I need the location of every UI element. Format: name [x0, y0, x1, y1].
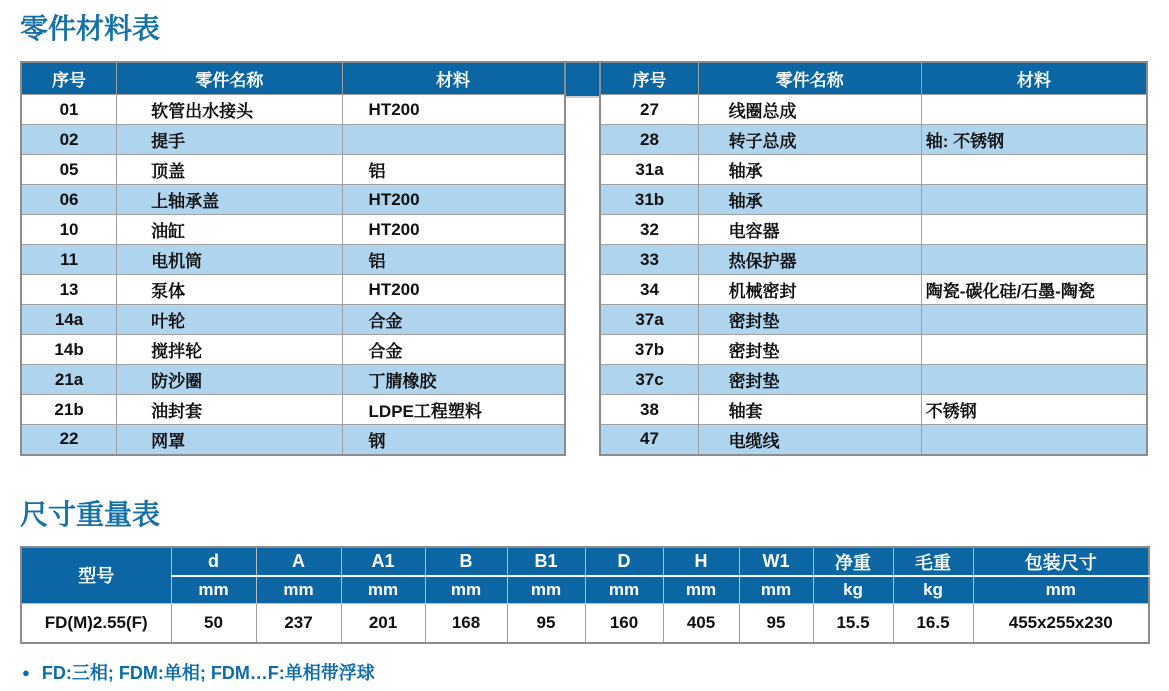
part-name-cell: 软管出水接头 [117, 95, 342, 125]
dimensions-table-title: 尺寸重量表 [20, 498, 161, 530]
unit-header: mm [585, 576, 663, 603]
dimension-value-cell: 50 [171, 603, 256, 643]
dimension-column-header: B1 [507, 547, 585, 576]
dimension-column-header: 净重 [813, 547, 893, 576]
table-row [600, 95, 1147, 125]
part-number-cell: 38 [600, 395, 698, 425]
column-header: 材料 [921, 62, 1147, 95]
column-header: 序号 [600, 62, 698, 95]
part-name-cell: 轴承 [698, 155, 921, 185]
unit-header: kg [813, 576, 893, 603]
table-row [600, 245, 1147, 275]
dimension-value-cell: 405 [663, 603, 739, 643]
part-name-cell: 线圈总成 [698, 95, 921, 125]
part-material-cell: HT200 [342, 215, 565, 245]
dimension-value-cell: 201 [341, 603, 425, 643]
table-row [21, 125, 565, 155]
part-material-cell: HT200 [342, 185, 565, 215]
part-material-cell: 铝 [342, 155, 565, 185]
part-material-cell [921, 305, 1147, 335]
part-number-cell: 06 [21, 185, 117, 215]
part-material-cell [921, 185, 1147, 215]
table-row [600, 155, 1147, 185]
parts-table-left [20, 61, 566, 456]
table-row [600, 395, 1147, 425]
table-row [21, 395, 565, 425]
part-name-cell: 密封垫 [698, 365, 921, 395]
part-name-cell: 轴承 [698, 185, 921, 215]
part-name-cell: 顶盖 [117, 155, 342, 185]
part-number-cell: 28 [600, 125, 698, 155]
part-name-cell: 轴套 [698, 395, 921, 425]
dimension-column-header: 包装尺寸 [973, 547, 1149, 576]
unit-header: mm [256, 576, 341, 603]
part-material-cell: LDPE工程塑料 [342, 395, 565, 425]
parts-table-right [599, 61, 1148, 456]
table-row [21, 305, 565, 335]
part-number-cell: 02 [21, 125, 117, 155]
part-material-cell: 铝 [342, 245, 565, 275]
table-row [600, 335, 1147, 365]
dimension-column-header: H [663, 547, 739, 576]
unit-header: mm [663, 576, 739, 603]
part-name-cell: 电容器 [698, 215, 921, 245]
column-header: 零件名称 [117, 62, 342, 95]
header-row-labels [21, 547, 1149, 576]
table-row [21, 95, 565, 125]
column-header: 序号 [21, 62, 117, 95]
unit-header: mm [341, 576, 425, 603]
part-material-cell: 合金 [342, 335, 565, 365]
dimension-column-header: d [171, 547, 256, 576]
table-row [600, 275, 1147, 305]
table-row [21, 275, 565, 305]
dimension-value-cell: 95 [739, 603, 813, 643]
part-name-cell: 叶轮 [117, 305, 342, 335]
part-number-cell: 33 [600, 245, 698, 275]
part-name-cell: 密封垫 [698, 335, 921, 365]
part-material-cell [921, 365, 1147, 395]
header-row [600, 62, 1147, 95]
model-column-header: 型号 [21, 547, 171, 603]
column-header: 零件名称 [698, 62, 921, 95]
bullet-icon: ● [22, 664, 30, 680]
table-row [600, 365, 1147, 395]
dimension-value-cell: 160 [585, 603, 663, 643]
part-material-cell: 不锈钢 [921, 395, 1147, 425]
header-row [21, 62, 565, 95]
part-material-cell: 轴: 不锈钢 [921, 125, 1147, 155]
part-number-cell: 21b [21, 395, 117, 425]
part-name-cell: 搅拌轮 [117, 335, 342, 365]
column-header: 材料 [342, 62, 565, 95]
part-name-cell: 机械密封 [698, 275, 921, 305]
dimension-value-cell: 168 [425, 603, 507, 643]
part-material-cell [921, 245, 1147, 275]
part-number-cell: 01 [21, 95, 117, 125]
model-cell: FD(M)2.55(F) [21, 603, 171, 643]
dimension-value-cell: 455x255x230 [973, 603, 1149, 643]
part-number-cell: 13 [21, 275, 117, 305]
part-name-cell: 防沙圈 [117, 365, 342, 395]
dimension-value-cell: 16.5 [893, 603, 973, 643]
table-row [600, 125, 1147, 155]
table-row [21, 365, 565, 395]
table-row [600, 305, 1147, 335]
unit-header: mm [507, 576, 585, 603]
part-material-cell [921, 425, 1147, 455]
dimension-value-cell: 15.5 [813, 603, 893, 643]
part-material-cell [342, 125, 565, 155]
part-number-cell: 32 [600, 215, 698, 245]
part-name-cell: 泵体 [117, 275, 342, 305]
part-material-cell [921, 335, 1147, 365]
table-gap-column [566, 61, 600, 456]
part-name-cell: 密封垫 [698, 305, 921, 335]
dimension-column-header: A1 [341, 547, 425, 576]
part-material-cell: HT200 [342, 275, 565, 305]
header-row-units [21, 576, 1149, 603]
part-number-cell: 31a [600, 155, 698, 185]
part-name-cell: 电缆线 [698, 425, 921, 455]
unit-header: kg [893, 576, 973, 603]
dimension-value-cell: 95 [507, 603, 585, 643]
table-row [21, 155, 565, 185]
dimension-column-header: D [585, 547, 663, 576]
part-number-cell: 47 [600, 425, 698, 455]
part-number-cell: 37b [600, 335, 698, 365]
part-name-cell: 上轴承盖 [117, 185, 342, 215]
part-name-cell: 转子总成 [698, 125, 921, 155]
model-code-note [20, 659, 1148, 685]
unit-header: mm [171, 576, 256, 603]
table-row [21, 245, 565, 275]
part-number-cell: 05 [21, 155, 117, 185]
part-name-cell: 热保护器 [698, 245, 921, 275]
part-number-cell: 37a [600, 305, 698, 335]
table-row [21, 603, 1149, 643]
part-name-cell: 网罩 [117, 425, 342, 455]
table-row [21, 185, 565, 215]
unit-header: mm [425, 576, 507, 603]
parts-table-title: 零件材料表 [20, 13, 161, 44]
part-number-cell: 27 [600, 95, 698, 125]
part-material-cell [921, 155, 1147, 185]
part-name-cell: 电机筒 [117, 245, 342, 275]
part-number-cell: 10 [21, 215, 117, 245]
part-material-cell: 丁腈橡胶 [342, 365, 565, 395]
part-name-cell: 油缸 [117, 215, 342, 245]
dimension-column-header: A [256, 547, 341, 576]
part-material-cell: 钢 [342, 425, 565, 455]
unit-header: mm [739, 576, 813, 603]
part-name-cell: 提手 [117, 125, 342, 155]
part-number-cell: 22 [21, 425, 117, 455]
table-row [600, 425, 1147, 455]
table-row [600, 185, 1147, 215]
part-material-cell [921, 95, 1147, 125]
table-row [600, 215, 1147, 245]
part-number-cell: 14b [21, 335, 117, 365]
part-number-cell: 34 [600, 275, 698, 305]
part-number-cell: 14a [21, 305, 117, 335]
dimension-column-header: B [425, 547, 507, 576]
table-row [21, 425, 565, 455]
unit-header: mm [973, 576, 1149, 603]
part-material-cell: 合金 [342, 305, 565, 335]
part-number-cell: 21a [21, 365, 117, 395]
dimension-column-header: W1 [739, 547, 813, 576]
part-number-cell: 37c [600, 365, 698, 395]
part-material-cell: HT200 [342, 95, 565, 125]
part-material-cell: 陶瓷-碳化硅/石墨-陶瓷 [921, 275, 1147, 305]
parts-material-section [20, 61, 1148, 456]
table-row [21, 335, 565, 365]
note-text: FD:三相; FDM:单相; FDM…F:单相带浮球 [41, 663, 375, 684]
part-number-cell: 31b [600, 185, 698, 215]
table-gap-header-block [566, 61, 600, 98]
part-number-cell: 11 [21, 245, 117, 275]
dimensions-weight-table [20, 546, 1150, 644]
dimension-value-cell: 237 [256, 603, 341, 643]
part-name-cell: 油封套 [117, 395, 342, 425]
table-row [21, 215, 565, 245]
dimension-column-header: 毛重 [893, 547, 973, 576]
part-material-cell [921, 215, 1147, 245]
